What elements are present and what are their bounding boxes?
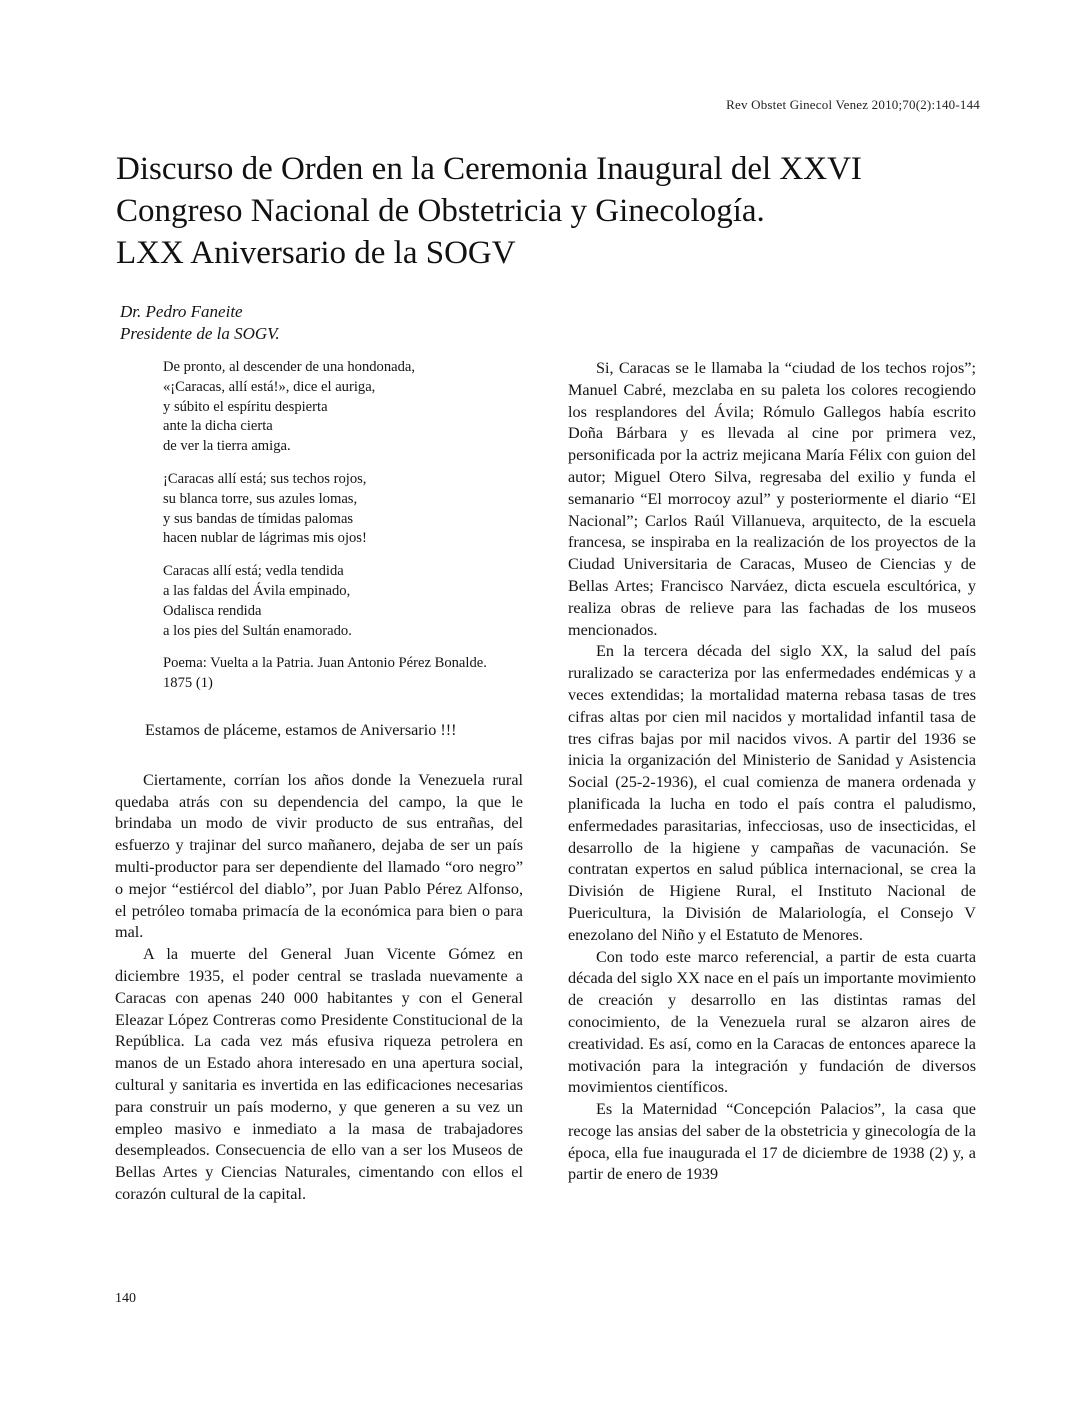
poem-line: y súbito el espíritu despierta — [163, 398, 328, 415]
article-title — [116, 148, 996, 274]
poem-stanza — [163, 358, 523, 457]
poem-line: De pronto, al descender de una hondonada, — [163, 359, 416, 375]
poem-line: a las faldas del Ávila empinado, — [163, 582, 351, 599]
author-role: Presidente de la SOGV. — [120, 324, 280, 343]
journal-citation: Rev Obstet Ginecol Venez 2010;70(2):140-144 — [726, 97, 980, 112]
poem-line: y sus bandas de tímidas palomas — [163, 510, 354, 527]
poem-line: ¡Caracas allí está; sus techos rojos, — [163, 470, 367, 487]
epigraph-poem — [163, 358, 523, 694]
poem-line: hacen nublar de lágrimas mis ojos! — [163, 530, 367, 547]
body-paragraph: Con todo este marco referencial, a partir de esta cuarta década del siglo XX nace en el país un importante movimiento de creación y desarrollo en las distintas ramas del conocimiento, de la Venezuela rural se alzaron aires de creatividad. Es así, como en la Caracas de entonces aparece la motivación para la integración y fundación de diversos movimientos científicos. — [568, 947, 976, 1097]
opening-exclamation: Estamos de pláceme, estamos de Aniversario !!! — [145, 720, 457, 739]
body-paragraph: Si, Caracas se le llamaba la “ciudad de los techos rojos”; Manuel Cabré, mezclaba en su paleta los colores recogiendo los resplandores del Ávila; Rómulo Gallegos había escrito Doña Bárbara y es llevada al cine por primera vez, personificada por la actriz mejicana María Félix con guion del autor; Miguel Otero Silva, regresaba del exilio y funda el semanario “El morrocoy azul” y posteriormente el diario “El Nacional”; Carlos Raúl Villanueva, arquitecto, de la escuela francesa, se inspiraba en la realización de los proyectos de la Ciudad Universitaria de Caracas, Museo de Ciencias y de Bellas Artes; Francisco Narváez, dicta escuela escultórica, y realiza obras de relieve para las fachadas de los museos mencionados. — [568, 359, 976, 639]
author-name: Dr. Pedro Faneite — [120, 302, 243, 321]
author-block — [120, 301, 280, 345]
poem-line: de ver la tierra amiga. — [163, 438, 291, 455]
left-column — [115, 358, 523, 1206]
body-paragraph: En la tercera década del siglo XX, la salud del país ruralizado se caracteriza por las enfermedades endémicas y a veces extendidas; la mortalidad materna rebasa tasas de tres cifras altas por cien mil nacidos y mortalidad infantil tasa de tres cifras bajas por mil nacidos vivos. A partir del 1936 se inicia la organización del Ministerio de Sanidad y Asistencia Social (25-2-1936), el cual comienza de manera ordenada y planificada la lucha en todo el país contra el paludismo, enfermedades parasitarias, infecciosas, uso de insecticidas, el desarrollo de la higiene y campañas de vacunación. Se contratan expertos en salud pública internacional, se crea la División de Higiene Rural, el Instituto Nacional de Puericultura, la División de Malariología, el Consejo V enezolano del Niño y el Estatuto de Menores. — [568, 642, 976, 944]
body-paragraph: A la muerte del General Juan Vicente Gómez en diciembre 1935, el poder central se traslada nuevamente a Caracas con apenas 240 000 habitantes y con el General Eleazar López Contreras como Presidente Constitucional de la República. La cada vez más efusiva riqueza petrolera en manos de un Estado ahora interesado en una apertura social, cultural y sanitaria es invertida en las edificaciones necesarias para construir un país moderno, y que generen a su vez un empleo masivo e inmediato a la masa de trabajadores desempleados. Consecuencia de ello van a ser los Museos de Bellas Artes y Ciencias Naturales, cimentando con ellos el corazón cultural de la capital. — [115, 945, 523, 1203]
title-line: Congreso Nacional de Obstetricia y Ginecología. — [116, 193, 765, 229]
right-column — [568, 358, 976, 1186]
poem-line: «¡Caracas, allí está!», dice el auriga, — [163, 378, 376, 395]
poem-stanza — [163, 470, 523, 549]
title-line: Discurso de Orden en la Ceremonia Inaugural del XXVI — [116, 151, 862, 187]
poem-line: ante la dicha cierta — [163, 418, 273, 435]
poem-line: Caracas allí está; vedla tendida — [163, 563, 344, 580]
body-paragraph: Es la Maternidad “Concepción Palacios”, la casa que recoge las ansias del saber de la obstetricia y ginecología de la época, ella fue inaugurada el 17 de diciembre de 1938 (2) y, a partir de enero de 1939 — [568, 1100, 976, 1184]
poem-stanza — [163, 562, 523, 641]
body-paragraph: Ciertamente, corrían los años donde la Venezuela rural quedaba atrás con su dependencia del campo, la que le brindaba un modo de vivir producto de sus entrañas, del esfuerzo y trajinar del surco mañanero, dejaba de ser un país multi-productor para ser dependiente del llamado “oro negro” o mejor “estiércol del diablo”, por Juan Pablo Pérez Alfonso, el petróleo tomaba primacía de la económica para bien o para mal. — [115, 770, 523, 942]
poem-line: a los pies del Sultán enamorado. — [163, 622, 352, 639]
title-line: LXX Aniversario de la SOGV — [116, 235, 516, 271]
poem-line: su blanca torre, sus azules lomas, — [163, 490, 358, 507]
poem-attribution: Poema: Vuelta a la Patria. Juan Antonio Pérez Bonalde. 1875 (1) — [163, 655, 487, 692]
poem-line: Odalisca rendida — [163, 602, 262, 619]
page-number: 140 — [115, 1291, 136, 1306]
